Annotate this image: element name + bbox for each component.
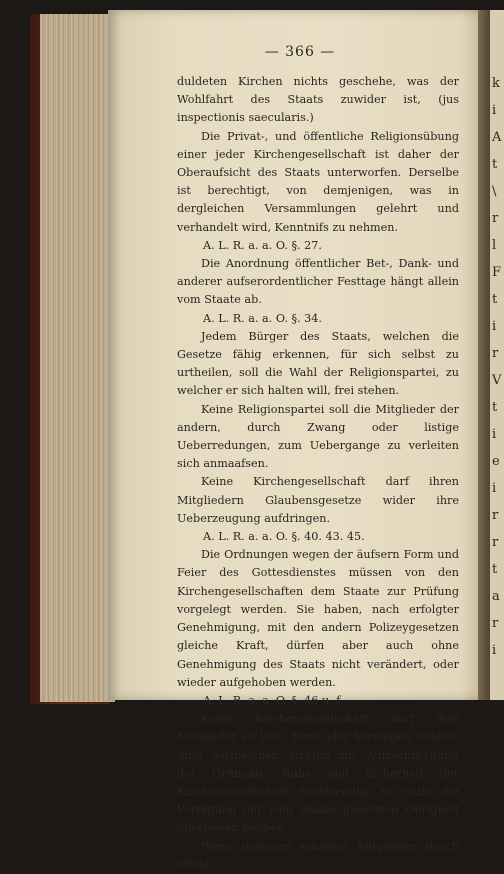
paragraph: Die Anordnung öffentlicher Bet-, Dank- und anderer aufserordentlicher Festtage hängt allein vom Staate ab.	[177, 257, 459, 307]
legal-reference: A. L. R. a. a. O. §. 40. 43. 45.	[203, 530, 365, 544]
paragraph: Keine Kirchengesellschaft darf ihre Mitglieder an Leib, Ehre oder Vermögen strafen. Sind dergleichen Strafen zur Aufrechthaltung der Ordnung, Ruhe und Sicherheit der Kirchengesellschaft nothwendig, so mufs die Verfügung der vom Staate gesetzten Obrigkeit überlassen bleiben.	[177, 712, 459, 835]
facing-page-letter: r	[492, 211, 499, 226]
page-number: — 366 —	[264, 44, 336, 60]
facing-page-letter: e	[492, 454, 500, 469]
facing-page-letter: A	[492, 130, 502, 145]
facing-page-letter: \	[492, 184, 497, 199]
facing-page-letter: F	[492, 265, 502, 280]
facing-page-letter: l	[492, 238, 497, 253]
facing-page-letter: a	[492, 589, 500, 604]
facing-page-letter: k	[492, 76, 500, 91]
legal-reference: A. L. R. a. a. O. §. 34.	[203, 311, 322, 325]
facing-page-letter: t	[492, 400, 498, 415]
facing-page-letter: r	[492, 508, 499, 523]
paragraph: Wenn indessen einzelne Mitglieder durch öffent-	[177, 839, 459, 871]
facing-page-letter: V	[492, 373, 502, 388]
facing-page-letter: i	[492, 643, 497, 658]
paragraph: duldeten Kirchen nichts geschehe, was der Wohlfahrt des Staats zuwider ist, (jus inspectionis saecularis.)	[177, 75, 459, 125]
paragraph: Keine Religionspartei soll die Mitglieder der andern, durch Zwang oder listige Ueberredungen, zum Uebergange zu verleiten sich anmaafsen.	[177, 402, 459, 471]
page-body	[177, 73, 459, 874]
facing-page-letter: t	[492, 157, 498, 172]
facing-page-letter: r	[492, 616, 499, 631]
facing-page-letter: t	[492, 562, 498, 577]
legal-reference: A. L. R. a. a. O. §. 27.	[203, 238, 322, 252]
facing-page-letter: t	[492, 292, 498, 307]
facing-page-letter: i	[492, 103, 497, 118]
facing-page-letter: r	[492, 535, 499, 550]
paragraph: Keine Kirchengesellschaft darf ihren Mitgliedern Glaubensgesetze wider ihre Ueberzeugung aufdringen.	[177, 475, 459, 525]
facing-page-letter: i	[492, 427, 497, 442]
facing-page-fragment	[490, 10, 504, 700]
legal-reference: A. L. R. a. a. O. §. 46 u. f.	[203, 693, 344, 707]
paragraph: Jedem Bürger des Staats, welchen die Gesetze fähig erkennen, für sich selbst zu urtheilen, soll die Wahl der Religionspartei, zu welcher er sich halten will, frei stehen.	[177, 329, 459, 398]
facing-page-letter: r	[492, 346, 499, 361]
facing-page-letter: i	[492, 319, 497, 334]
paragraph: Die Ordnungen wegen der äufsern Form und Feier des Gottesdienstes müssen von den Kirchengesellschaften dem Staate zur Prüfung vorgelegt werden. Sie haben, nach erfolgter Genehmigung, mit den andern Polizeygesetzen gleiche Kraft, dürfen aber auch ohne Genehmigung des Staats nicht verändert, oder wieder aufgehoben werden.	[177, 548, 459, 689]
facing-page-letter: i	[492, 481, 497, 496]
page-edges	[40, 14, 115, 702]
paragraph: Die Privat-, und öffentliche Religionsübung einer jeder Kirchengesellschaft ist daher der Oberaufsicht des Staats unterworfen. Derselbe ist berechtigt, von demjenigen, was in dergleichen Versammlungen gelehrt und verhandelt wird, Kenntnifs zu nehmen.	[177, 129, 459, 234]
